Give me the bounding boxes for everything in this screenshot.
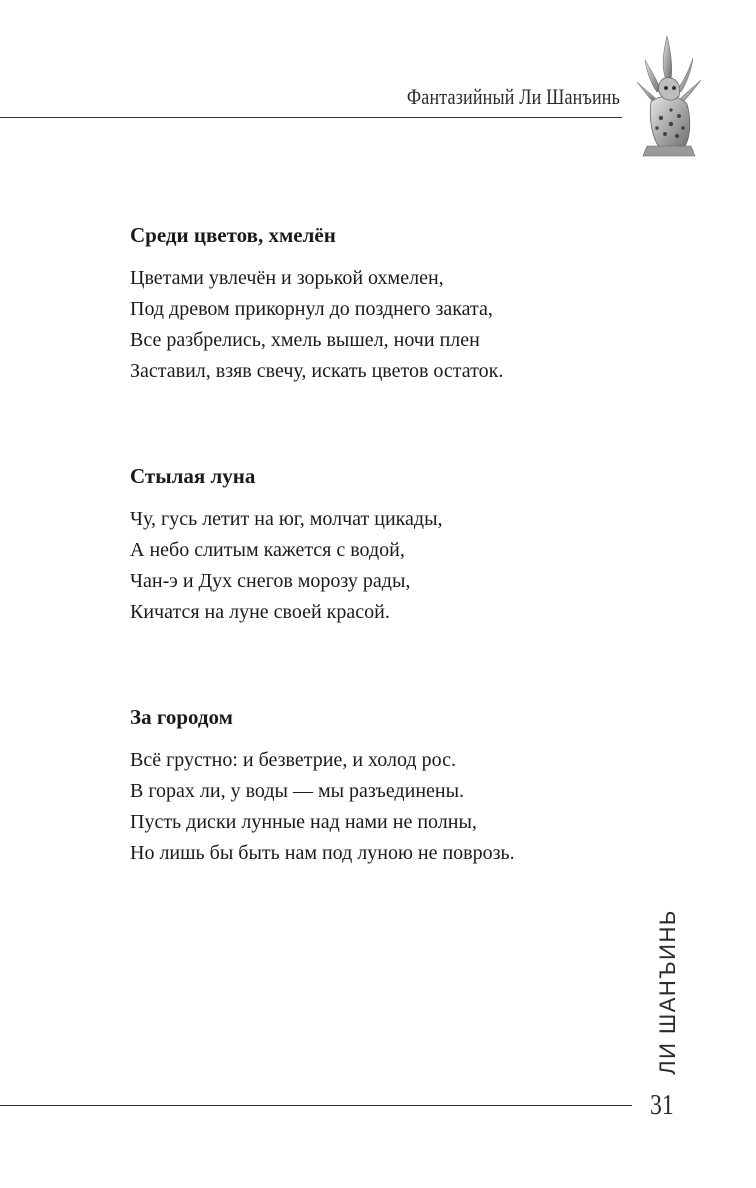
- poem-line: Цветами увлечён и зорькой охмелен,: [130, 267, 444, 289]
- poem-line: А небо слитым кажется с водой,: [130, 539, 405, 561]
- page-number: 31: [650, 1090, 674, 1121]
- author-name: ЛИ ШАНЪИНЬ: [655, 909, 680, 1075]
- poem-line: Всё грустно: и безветрие, и холод рос.: [130, 749, 456, 771]
- guardian-figurine-icon: [633, 32, 705, 158]
- poem-line: Кичатся на луне своей красой.: [130, 601, 390, 623]
- poem-title: Среди цветов, хмелён: [130, 223, 336, 247]
- poem-line: Чан-э и Дух снегов морозу рады,: [130, 570, 411, 592]
- poem-line: Под древом прикорнул до позднего заката,: [130, 298, 493, 320]
- poem-title: За городом: [130, 705, 233, 729]
- poem: [130, 703, 650, 869]
- header-rule: [0, 117, 622, 118]
- poem-line: Заставил, взяв свечу, искать цветов остаток.: [130, 360, 504, 382]
- poem-line: Все разбрелись, хмель вышел, ночи плен: [130, 329, 480, 351]
- running-title: Фантазийный Ли Шанъинь: [406, 84, 620, 109]
- poem-title: Стылая луна: [130, 464, 256, 488]
- poem-line: Но лишь бы быть нам под луною не поврозь.: [130, 842, 515, 864]
- side-author-label: [648, 909, 688, 1075]
- poem: [130, 462, 650, 628]
- footer-rule: [0, 1105, 632, 1106]
- poem-line: Пусть диски лунные над нами не полны,: [130, 811, 477, 833]
- poem: [130, 221, 650, 387]
- poem-line: В горах ли, у воды — мы разъединены.: [130, 780, 465, 802]
- poem-line: Чу, гусь летит на юг, молчат цикады,: [130, 508, 443, 530]
